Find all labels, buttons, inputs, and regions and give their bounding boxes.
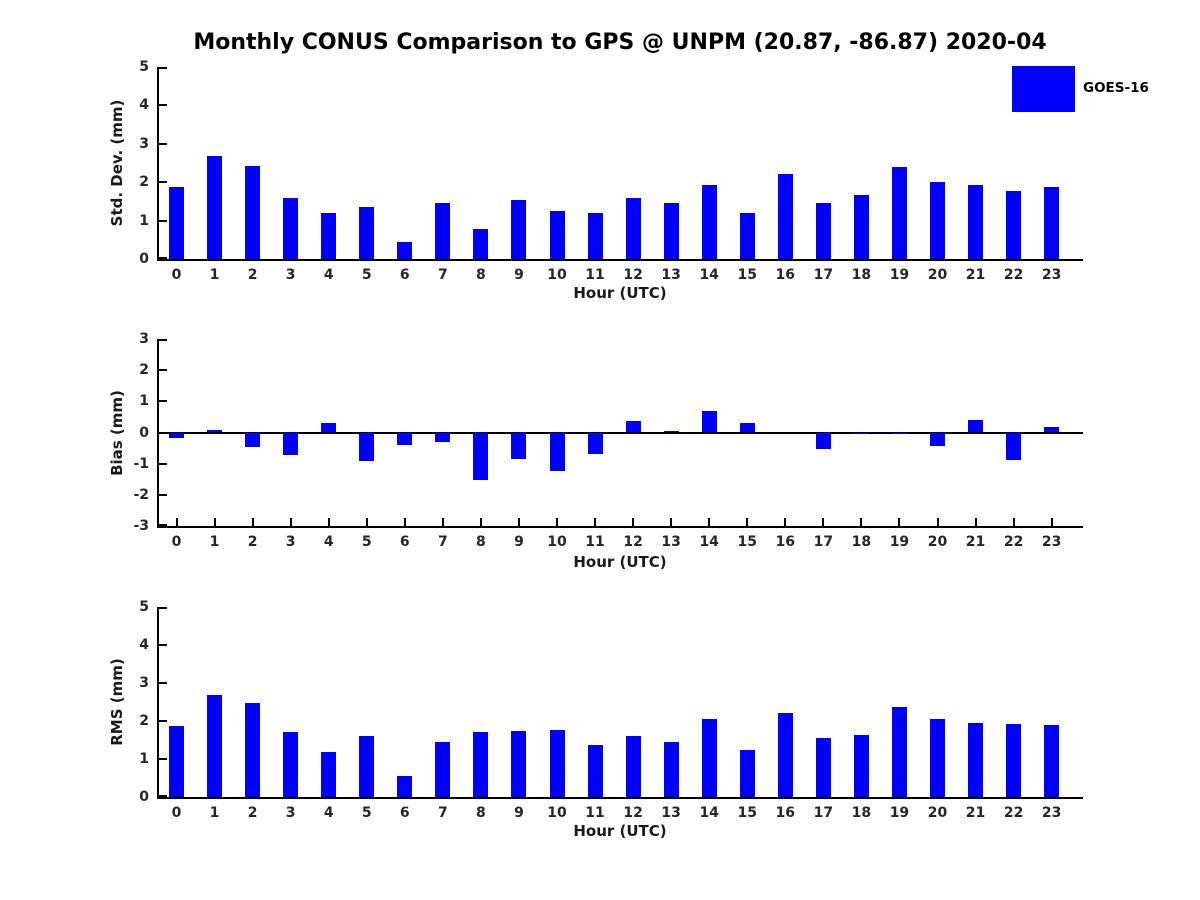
bar-hour-20 — [930, 182, 945, 259]
bar-hour-1 — [207, 156, 222, 259]
x-tick-label: 21 — [965, 534, 986, 550]
x-tick — [404, 789, 406, 797]
x-tick — [518, 789, 520, 797]
bar-hour-18 — [854, 433, 869, 434]
x-tick-label: 8 — [476, 534, 486, 550]
x-tick — [784, 789, 786, 797]
x-tick-label: 18 — [851, 267, 872, 283]
x-tick — [328, 789, 330, 797]
y-tick-label: -1 — [133, 455, 149, 472]
x-tick-label: 0 — [171, 267, 182, 283]
y-tick — [159, 257, 167, 259]
x-tick — [366, 251, 368, 259]
bar-hour-10 — [550, 433, 565, 472]
bar-hour-8 — [473, 732, 488, 797]
x-tick — [822, 251, 824, 259]
x-tick — [746, 251, 748, 259]
bar-hour-0 — [169, 187, 184, 259]
bar-hour-0 — [169, 726, 184, 797]
y-tick — [159, 795, 167, 797]
x-tick — [556, 518, 558, 526]
x-tick — [442, 789, 444, 797]
bar-hour-6 — [397, 776, 412, 797]
x-tick-label: 5 — [361, 534, 372, 550]
x-tick-label: 22 — [1003, 267, 1024, 283]
y-tick — [159, 369, 167, 371]
x-tick-label: 23 — [1041, 805, 1062, 821]
y-tick-label: 3 — [139, 331, 149, 347]
x-tick-label: 15 — [737, 534, 757, 550]
x-tick-label: 6 — [399, 805, 410, 821]
y-tick — [159, 67, 167, 69]
bar-hour-1 — [207, 695, 222, 797]
y-tick-label: 3 — [139, 675, 149, 691]
bar-hour-19 — [892, 167, 907, 259]
x-tick — [290, 789, 292, 797]
x-tick-label: 21 — [965, 267, 986, 283]
x-tick — [328, 251, 330, 259]
x-tick — [708, 789, 710, 797]
x-tick — [937, 789, 939, 797]
x-tick — [632, 518, 634, 526]
bar-hour-13 — [664, 742, 679, 797]
bar-hour-7 — [435, 433, 450, 443]
y-tick-label: 5 — [139, 59, 149, 75]
x-tick — [1051, 251, 1053, 259]
x-tick — [670, 789, 672, 797]
bar-hour-11 — [588, 213, 603, 259]
rms-x-axis-label: Hour (UTC) — [573, 822, 667, 840]
bar-hour-14 — [702, 719, 717, 797]
legend-swatch-goes16 — [1012, 66, 1075, 112]
y-tick-label: 4 — [139, 97, 149, 114]
bar-hour-22 — [1006, 191, 1021, 259]
x-tick-label: 14 — [699, 534, 719, 550]
x-tick — [860, 518, 862, 526]
bar-hour-9 — [511, 433, 526, 460]
x-tick-label: 4 — [323, 267, 334, 283]
x-tick — [632, 789, 634, 797]
x-tick — [632, 251, 634, 259]
x-tick — [898, 789, 900, 797]
y-tick-label: 0 — [139, 789, 149, 805]
figure-title: Monthly CONUS Comparison to GPS @ UNPM (20.87, -86.87) 2020-04 — [193, 30, 1047, 55]
x-tick — [937, 251, 939, 259]
y-tick-label: 2 — [139, 362, 149, 379]
x-tick-label: 17 — [813, 805, 834, 821]
bar-hour-7 — [435, 203, 450, 259]
y-tick — [159, 494, 167, 496]
bar-hour-17 — [816, 738, 831, 797]
bar-hour-9 — [511, 200, 526, 259]
x-tick — [1051, 789, 1053, 797]
x-tick-label: 9 — [514, 534, 524, 550]
x-tick — [518, 251, 520, 259]
bar-hour-18 — [854, 735, 869, 797]
y-tick — [159, 682, 167, 684]
bar-hour-5 — [359, 736, 374, 797]
x-tick-label: 19 — [889, 534, 910, 550]
x-tick-label: 7 — [437, 805, 448, 821]
x-tick-label: 2 — [247, 534, 258, 550]
x-tick-label: 2 — [247, 805, 258, 821]
y-tick-label: 1 — [139, 212, 149, 229]
stddev-plot-area — [157, 67, 1083, 261]
x-tick-label: 5 — [361, 805, 372, 821]
x-tick-label: 9 — [514, 805, 524, 821]
y-tick — [159, 524, 167, 526]
y-tick — [159, 400, 167, 402]
bar-hour-16 — [778, 713, 793, 797]
bar-hour-9 — [511, 731, 526, 798]
bias-x-axis-label: Hour (UTC) — [573, 553, 667, 571]
bar-hour-23 — [1044, 187, 1059, 259]
x-tick-label: 0 — [171, 805, 182, 821]
x-tick — [746, 789, 748, 797]
bar-hour-17 — [816, 433, 831, 449]
x-tick — [328, 518, 330, 526]
bar-hour-15 — [740, 750, 755, 797]
x-tick — [708, 518, 710, 526]
y-tick-label: 3 — [139, 135, 149, 152]
y-tick — [159, 607, 167, 609]
bar-hour-21 — [968, 185, 983, 259]
x-tick-label: 8 — [476, 267, 486, 283]
x-tick-label: 11 — [585, 805, 605, 821]
x-tick — [822, 518, 824, 526]
y-tick-label: 1 — [139, 751, 149, 767]
x-tick — [975, 789, 977, 797]
x-tick — [975, 251, 977, 259]
y-tick — [159, 220, 167, 222]
stddev-y-axis-label: Std. Dev. (mm) — [108, 99, 126, 227]
bar-hour-15 — [740, 423, 755, 432]
bar-hour-21 — [968, 723, 983, 797]
x-tick — [404, 251, 406, 259]
x-tick — [822, 789, 824, 797]
bar-hour-5 — [359, 207, 374, 259]
bar-hour-14 — [702, 185, 717, 259]
bar-hour-2 — [245, 433, 260, 447]
x-tick-label: 12 — [623, 805, 643, 821]
x-tick — [594, 789, 596, 797]
x-tick-label: 7 — [437, 534, 448, 550]
y-tick-label: 4 — [139, 637, 149, 653]
y-tick-label: 0 — [139, 251, 149, 267]
x-tick-label: 4 — [323, 534, 334, 550]
x-tick-label: 3 — [285, 267, 296, 283]
bar-hour-4 — [321, 213, 336, 259]
x-tick-label: 20 — [927, 534, 948, 550]
x-tick — [594, 518, 596, 526]
x-tick — [214, 518, 216, 526]
y-tick — [159, 720, 167, 722]
zero-line — [159, 432, 1083, 434]
stddev-x-axis-label: Hour (UTC) — [573, 284, 667, 302]
bar-hour-13 — [664, 431, 679, 433]
bar-hour-2 — [245, 703, 260, 797]
bar-hour-23 — [1044, 725, 1059, 797]
x-tick — [442, 251, 444, 259]
x-tick-label: 4 — [323, 805, 334, 821]
bar-hour-19 — [892, 707, 907, 797]
x-tick — [176, 789, 178, 797]
x-tick — [366, 518, 368, 526]
x-tick-label: 6 — [399, 267, 410, 283]
bar-hour-15 — [740, 213, 755, 259]
bar-hour-20 — [930, 719, 945, 797]
y-tick-label: 2 — [139, 174, 149, 191]
x-tick — [518, 518, 520, 526]
bar-hour-21 — [968, 420, 983, 432]
bias-plot-area — [157, 339, 1083, 528]
x-tick-label: 22 — [1003, 534, 1024, 550]
bar-hour-19 — [892, 433, 907, 434]
bar-hour-12 — [626, 198, 641, 259]
x-tick — [708, 251, 710, 259]
x-tick — [366, 789, 368, 797]
x-tick-label: 17 — [813, 267, 834, 283]
x-tick — [290, 251, 292, 259]
bar-hour-0 — [169, 433, 184, 439]
x-tick — [252, 251, 254, 259]
x-tick-label: 19 — [889, 267, 910, 283]
bar-hour-4 — [321, 752, 336, 797]
x-tick-label: 21 — [965, 805, 986, 821]
x-tick-label: 23 — [1041, 534, 1062, 550]
y-tick-label: 1 — [139, 393, 149, 410]
x-tick — [252, 518, 254, 526]
y-tick-label: -3 — [133, 518, 149, 534]
y-tick — [159, 104, 167, 106]
x-tick — [898, 251, 900, 259]
x-tick-label: 12 — [623, 267, 643, 283]
x-tick-label: 7 — [437, 267, 448, 283]
bar-hour-6 — [397, 242, 412, 259]
y-tick — [159, 143, 167, 145]
bar-hour-7 — [435, 742, 450, 797]
x-tick-label: 18 — [851, 805, 872, 821]
x-tick-label: 1 — [209, 267, 220, 283]
y-tick — [159, 463, 167, 465]
x-tick — [556, 789, 558, 797]
x-tick — [1051, 518, 1053, 526]
x-tick-label: 5 — [361, 267, 372, 283]
x-tick-label: 16 — [775, 534, 796, 550]
bar-hour-22 — [1006, 724, 1021, 797]
x-tick — [670, 518, 672, 526]
x-tick — [252, 789, 254, 797]
x-tick-label: 16 — [775, 267, 796, 283]
x-tick-label: 11 — [585, 534, 605, 550]
x-tick-label: 6 — [399, 534, 410, 550]
x-tick — [290, 518, 292, 526]
bar-hour-12 — [626, 421, 641, 433]
bar-hour-10 — [550, 211, 565, 259]
bar-hour-18 — [854, 195, 869, 259]
x-tick — [860, 251, 862, 259]
bar-hour-22 — [1006, 433, 1021, 460]
x-tick-label: 15 — [737, 267, 757, 283]
bar-hour-20 — [930, 433, 945, 446]
x-tick-label: 3 — [285, 534, 296, 550]
bar-hour-11 — [588, 433, 603, 454]
x-tick-label: 8 — [476, 805, 486, 821]
x-tick-label: 15 — [737, 805, 757, 821]
bar-hour-3 — [283, 433, 298, 455]
x-tick-label: 13 — [661, 805, 681, 821]
bar-hour-11 — [588, 745, 603, 797]
bar-hour-3 — [283, 732, 298, 797]
bar-hour-23 — [1044, 427, 1059, 433]
x-tick-label: 10 — [547, 805, 567, 821]
bar-hour-16 — [778, 174, 793, 259]
x-tick — [670, 251, 672, 259]
x-tick — [860, 789, 862, 797]
y-tick-label: -2 — [133, 486, 149, 503]
x-tick-label: 3 — [285, 805, 296, 821]
x-tick — [1013, 518, 1015, 526]
x-tick-label: 16 — [775, 805, 796, 821]
bar-hour-2 — [245, 166, 260, 259]
x-tick — [442, 518, 444, 526]
bar-hour-8 — [473, 433, 488, 481]
y-tick-label: 5 — [139, 599, 149, 615]
bar-hour-12 — [626, 736, 641, 797]
x-tick-label: 20 — [927, 267, 948, 283]
x-tick — [784, 251, 786, 259]
x-tick-label: 14 — [699, 805, 719, 821]
bar-hour-6 — [397, 433, 412, 445]
x-tick-label: 1 — [209, 805, 220, 821]
x-tick-label: 12 — [623, 534, 643, 550]
x-tick — [214, 251, 216, 259]
x-tick-label: 14 — [699, 267, 719, 283]
x-tick-label: 0 — [171, 534, 182, 550]
x-tick-label: 2 — [247, 267, 258, 283]
y-tick — [159, 758, 167, 760]
x-tick-label: 23 — [1041, 267, 1062, 283]
x-tick-label: 13 — [661, 267, 681, 283]
y-tick-label: 2 — [139, 713, 149, 729]
x-tick — [480, 251, 482, 259]
x-tick — [1013, 251, 1015, 259]
rms-y-axis-label: RMS (mm) — [108, 658, 126, 746]
bar-hour-8 — [473, 229, 488, 259]
x-tick-label: 22 — [1003, 805, 1024, 821]
x-tick — [937, 518, 939, 526]
x-tick — [480, 518, 482, 526]
y-tick-label: 0 — [139, 424, 149, 441]
bar-hour-14 — [702, 411, 717, 433]
rms-plot-area — [157, 607, 1083, 799]
x-tick-label: 11 — [585, 267, 605, 283]
legend-label-goes16: GOES-16 — [1083, 80, 1149, 96]
x-tick — [480, 789, 482, 797]
bar-hour-5 — [359, 433, 374, 462]
bar-hour-10 — [550, 730, 565, 797]
x-tick-label: 17 — [813, 534, 834, 550]
x-tick — [898, 518, 900, 526]
bar-hour-1 — [207, 430, 222, 432]
x-tick-label: 20 — [927, 805, 948, 821]
bar-hour-4 — [321, 423, 336, 432]
y-tick — [159, 181, 167, 183]
x-tick — [594, 251, 596, 259]
x-tick — [746, 518, 748, 526]
y-tick — [159, 432, 167, 434]
x-tick-label: 10 — [547, 534, 567, 550]
x-tick-label: 9 — [514, 267, 524, 283]
bar-hour-3 — [283, 198, 298, 259]
x-tick — [214, 789, 216, 797]
x-tick-label: 13 — [661, 534, 681, 550]
x-tick-label: 10 — [547, 267, 567, 283]
bar-hour-13 — [664, 203, 679, 259]
x-tick — [176, 518, 178, 526]
bias-y-axis-label: Bias (mm) — [108, 390, 126, 476]
x-tick — [176, 251, 178, 259]
x-tick — [784, 518, 786, 526]
x-tick — [975, 518, 977, 526]
y-tick — [159, 644, 167, 646]
x-tick — [556, 251, 558, 259]
x-tick-label: 19 — [889, 805, 910, 821]
x-tick-label: 1 — [209, 534, 220, 550]
x-tick — [1013, 789, 1015, 797]
y-tick — [159, 339, 167, 341]
x-tick — [404, 518, 406, 526]
bar-hour-17 — [816, 203, 831, 259]
x-tick-label: 18 — [851, 534, 872, 550]
